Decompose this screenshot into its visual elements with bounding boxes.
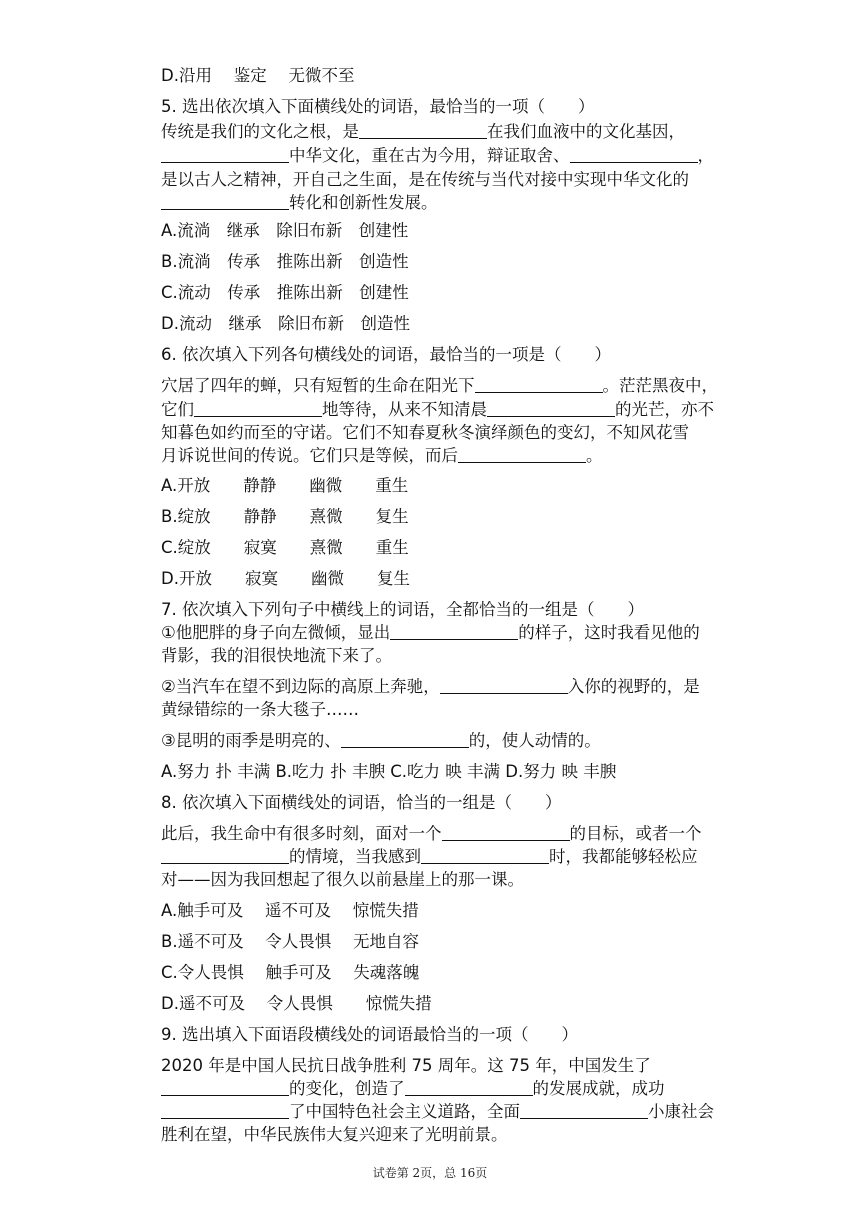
q7-options: A.努力 扑 丰满 B.吃力 扑 丰腴 C.吃力 映 丰满 D.努力 映 丰腴 <box>161 762 617 781</box>
q7-sentence-2-cont: 黄绿错综的一条大毯子…… <box>161 700 359 719</box>
q6-passage-line-1: 穴居了四年的蝉，只有短暂的生命在阳光下 。茫茫黑夜中， <box>161 376 718 395</box>
q6-stem: 6. 依次填入下列各句横线处的词语，最恰当的一项是（ ） <box>161 345 611 364</box>
q6-option-c: C.绽放 寂寞 熹微 重生 <box>161 538 409 557</box>
q4-option-d: D.沿用 鉴定 无微不至 <box>161 66 355 85</box>
q7-sentence-2: ②当汽车在望不到边际的高原上奔驰， 入你的视野的，是 <box>161 677 700 696</box>
q5-passage-line-4: 转化和创新性发展。 <box>161 193 438 213</box>
answer-blank <box>487 400 615 417</box>
q9-stem: 9. 选出填入下面语段横线处的词语最恰当的一项（ ） <box>161 1025 578 1044</box>
answer-blank <box>475 376 603 393</box>
q5-option-b: B.流淌 传承 推陈出新 创造性 <box>161 252 409 271</box>
answer-blank <box>442 824 570 841</box>
q5-passage-line-2: 中华文化，重在古为今用，辩证取舍、 ， <box>161 146 714 166</box>
q6-option-d: D.开放 寂寞 幽微 复生 <box>161 569 410 588</box>
answer-blank <box>341 731 469 748</box>
q8-stem: 8. 依次填入下面横线处的词语，恰当的一组是（ ） <box>161 793 562 812</box>
q6-passage-line-2: 它们 地等待，从来不知清晨 的光芒，亦不 <box>161 400 714 419</box>
q8-passage-line-3: 对——因为我回想起了很久以前悬崖上的那一课。 <box>161 870 524 889</box>
answer-blank <box>520 1102 648 1119</box>
q6-option-b: B.绽放 静静 熹微 复生 <box>161 507 409 526</box>
answer-blank <box>194 400 322 417</box>
q6-passage-line-4: 月诉说世间的传说。它们只是等候，而后 。 <box>161 446 603 465</box>
q7-sentence-1-cont: 背影，我的泪很快地流下来了。 <box>161 646 392 665</box>
q8-option-c: C.令人畏惧 触手可及 失魂落魄 <box>161 963 420 982</box>
answer-blank <box>440 677 568 694</box>
q6-option-a: A.开放 静静 幽微 重生 <box>161 476 409 495</box>
answer-blank <box>161 1079 289 1096</box>
q5-option-a: A.流淌 继承 除旧布新 创建性 <box>161 221 409 240</box>
q9-passage-line-1: 2020 年是中国人民抗日战争胜利 75 周年。这 75 年，中国发生了 <box>161 1056 651 1075</box>
q7-sentence-3: ③昆明的雨季是明亮的、 的，使人动情的。 <box>161 731 601 750</box>
q9-passage-line-3: 了中国特色社会主义道路，全面 小康社会 <box>161 1102 714 1122</box>
answer-blank <box>390 623 518 640</box>
q8-option-b: B.遥不可及 令人畏惧 无地自容 <box>161 932 420 951</box>
answer-blank <box>570 146 698 163</box>
q9-passage-line-2: 的变化，创造了 的发展成就，成功 <box>161 1079 665 1099</box>
answer-blank <box>161 1102 289 1119</box>
answer-blank <box>161 193 289 210</box>
page-footer: 试卷第 2页，总 16页 <box>372 1166 488 1180</box>
answer-blank <box>458 446 586 463</box>
q5-option-d: D.流动 继承 除旧布新 创造性 <box>161 314 410 333</box>
q5-stem: 5. 选出依次填入下面横线处的词语，最恰当的一项（ ） <box>161 97 595 116</box>
q7-sentence-1: ①他肥胖的身子向左微倾，显出 的样子，这时我看见他的 <box>161 623 700 642</box>
answer-blank <box>161 847 289 864</box>
q8-option-d: D.遥不可及 令人畏惧 惊慌失措 <box>161 994 432 1013</box>
q6-passage-line-3: 知暮色如约而至的守诺。它们不知春夏秋冬演绎颜色的变幻，不知风花雪 <box>161 423 689 442</box>
q5-passage-line-3: 是以古人之精神，开自己之生面，是在传统与当代对接中实现中华文化的 <box>161 170 689 189</box>
q5-passage-line-1: 传统是我们的文化之根，是 在我们血液中的文化基因， <box>161 122 685 141</box>
answer-blank <box>421 847 549 864</box>
answer-blank <box>405 1079 533 1096</box>
answer-blank <box>359 122 487 139</box>
q8-passage-line-1: 此后，我生命中有很多时刻，面对一个 的目标，或者一个 <box>161 824 702 843</box>
q8-option-a: A.触手可及 遥不可及 惊慌失措 <box>161 901 419 920</box>
q5-option-c: C.流动 传承 推陈出新 创建性 <box>161 283 409 302</box>
q8-passage-line-2: 的情境，当我感到 时，我都能够轻松应 <box>161 847 698 867</box>
answer-blank <box>161 146 289 163</box>
q9-passage-line-4: 胜利在望，中华民族伟大复兴迎来了光明前景。 <box>161 1125 508 1144</box>
q7-stem: 7. 依次填入下列句子中横线上的词语，全都恰当的一组是（ ） <box>161 600 644 619</box>
